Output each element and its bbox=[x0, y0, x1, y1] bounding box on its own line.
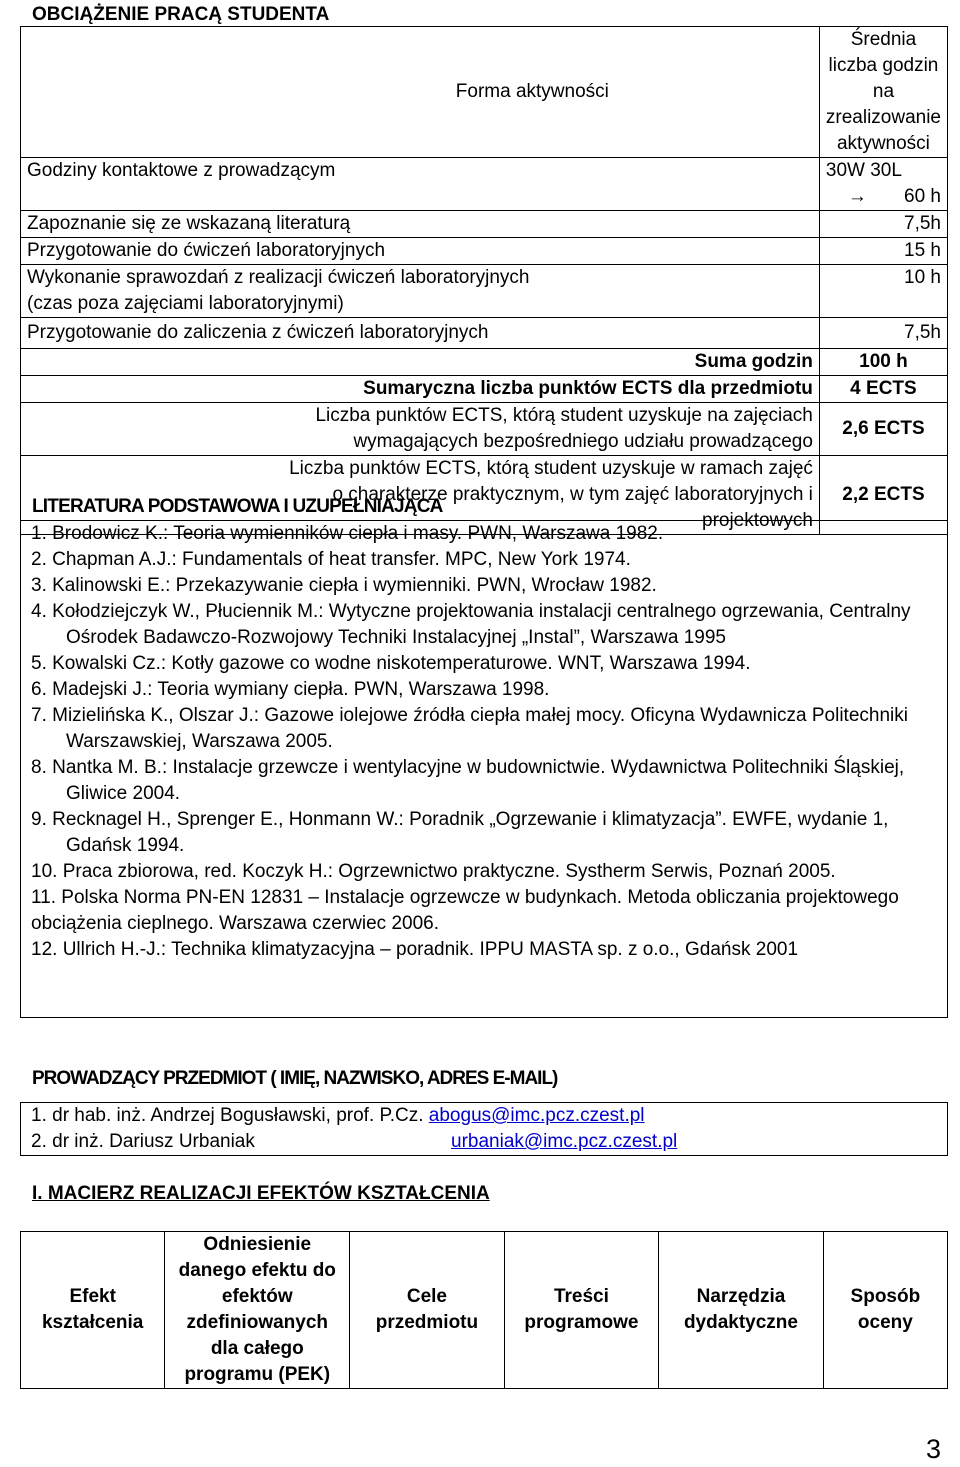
workload-row bbox=[21, 158, 948, 211]
workload-row-value bbox=[819, 158, 947, 211]
header-average-hours-line: aktywności bbox=[836, 133, 930, 154]
sum-label: Suma godzin bbox=[21, 349, 820, 376]
literature-item: 8. Nantka M. B.: Instalacje grzewcze i wentylacyjne w budownictwie. Wydawnictwa Politechniki Śląskiej, Gliwice 2004. bbox=[31, 757, 905, 804]
matrix-column-header: Treści programowe bbox=[504, 1232, 659, 1389]
workload-row bbox=[21, 211, 948, 238]
literature-heading: LITERATURA PODSTAWOWA I UZUPEŁNIAJĄCA bbox=[32, 496, 443, 517]
literature-box bbox=[20, 520, 948, 1018]
ects-practical-label-line: o charakterze praktycznym, w tym zajęć laboratoryjnych i bbox=[332, 484, 813, 505]
header-average-hours bbox=[819, 27, 947, 158]
workload-table bbox=[20, 26, 948, 535]
workload-row-label-line: Wykonanie sprawozdań z realizacji ćwiczeń laboratoryjnych bbox=[27, 267, 530, 288]
literature-item: 7. Mizielińska K., Olszar J.: Gazowe iolejowe źródła ciepła małej mocy. Oficyna Wydawnicza Politechniki Warszawskiej, Warszawa 2005. bbox=[31, 705, 908, 752]
matrix-column-header: Cele przedmiotu bbox=[350, 1232, 505, 1389]
header-average-hours-line: na zrealizowanie bbox=[825, 81, 942, 128]
header-average-hours-line: Średnia liczba godzin bbox=[828, 29, 939, 76]
workload-row-label: Przygotowanie do zaliczenia z ćwiczeń laboratoryjnych bbox=[21, 318, 820, 349]
matrix-column-header: Efekt kształcenia bbox=[21, 1232, 165, 1389]
literature-list bbox=[21, 521, 947, 963]
workload-row bbox=[21, 265, 948, 318]
ects-label: Sumaryczna liczba punktów ECTS dla przedmiotu bbox=[21, 376, 820, 403]
workload-row-value: 7,5h bbox=[819, 318, 947, 349]
matrix-table bbox=[20, 1231, 948, 1389]
literature-item: 5. Kowalski Cz.: Kotły gazowe co wodne niskotemperaturowe. WNT, Warszawa 1994. bbox=[31, 653, 751, 674]
instructor-email-link[interactable]: urbaniak@imc.pcz.czest.pl bbox=[451, 1131, 678, 1152]
ects-contact-row bbox=[21, 403, 948, 456]
literature-item: 4. Kołodziejczyk W., Płuciennik M.: Wytyczne projektowania instalacji centralnego ogrzewania, Centralny Ośrodek Badawczo-Rozwojowy Techniki Instalacyjnej „Instal”, Warszawa 1995 bbox=[31, 601, 911, 648]
ects-contact-label-line: Liczba punktów ECTS, którą student uzyskuje na zajęciach bbox=[315, 405, 813, 426]
ects-row bbox=[21, 376, 948, 403]
matrix-header-row bbox=[21, 1232, 948, 1389]
arrow-icon: → bbox=[847, 186, 867, 207]
sum-value: 100 h bbox=[819, 349, 947, 376]
instructor-name: 2. dr inż. Dariusz Urbaniak bbox=[31, 1131, 255, 1152]
literature-item: 6. Madejski J.: Teoria wymiany ciepła. PWN, Warszawa 1998. bbox=[31, 679, 550, 700]
workload-row bbox=[21, 318, 948, 349]
contact-hours-total: 60 h bbox=[904, 186, 941, 207]
literature-item: 9. Recknagel H., Sprenger E., Honmann W.: Poradnik „Ogrzewanie i klimatyzacja”. EWFE, wydanie 1, Gdańsk 1994. bbox=[31, 809, 889, 856]
instructor-item bbox=[31, 1129, 937, 1155]
ects-value: 4 ECTS bbox=[819, 376, 947, 403]
workload-row-label: Godziny kontaktowe z prowadzącym bbox=[21, 158, 820, 211]
literature-item: 12. Ullrich H.-J.: Technika klimatyzacyjna – poradnik. IPPU MASTA sp. z o.o., Gdańsk 2001 bbox=[31, 939, 799, 960]
matrix-heading: I. MACIERZ REALIZACJI EFEKTÓW KSZTAŁCENIA bbox=[32, 1183, 490, 1204]
ects-practical-label-line: Liczba punktów ECTS, którą student uzyskuje w ramach zajęć bbox=[289, 458, 813, 479]
workload-row bbox=[21, 238, 948, 265]
ects-contact-value: 2,6 ECTS bbox=[819, 403, 947, 456]
ects-practical-value: 2,2 ECTS bbox=[819, 456, 947, 535]
literature-item: 11. Polska Norma PN-EN 12831 – Instalacje ogrzewcze w budynkach. Metoda obliczania projektowego obciążenia cieplnego. Warszawa czerwiec 2006. bbox=[31, 887, 899, 934]
matrix-column-header: Narzędzia dydaktyczne bbox=[659, 1232, 824, 1389]
contact-hours-breakdown: 30W 30L bbox=[825, 160, 902, 181]
workload-header-row bbox=[21, 27, 948, 158]
matrix-column-header: Odniesienie danego efektu do efektów zdefiniowanych dla całego programu (PEK) bbox=[165, 1232, 350, 1389]
ects-contact-label bbox=[21, 403, 820, 456]
literature-item: 10. Praca zbiorowa, red. Koczyk H.: Ogrzewnictwo praktyczne. Systherm Serwis, Poznań 2005. bbox=[31, 861, 836, 882]
instructors-box bbox=[20, 1102, 948, 1156]
workload-row-value: 7,5h bbox=[819, 211, 947, 238]
ects-practical-label-line: projektowych bbox=[702, 510, 813, 531]
literature-item: 1. Brodowicz K.: Teoria wymienników ciepła i masy. PWN, Warszawa 1982. bbox=[31, 523, 664, 544]
header-activity-form: Forma aktywności bbox=[21, 27, 820, 158]
ects-contact-label-line: wymagających bezpośredniego udziału prowadzącego bbox=[353, 431, 813, 452]
matrix-column-header: Sposób oceny bbox=[823, 1232, 947, 1389]
workload-title: OBCIĄŻENIE PRACĄ STUDENTA bbox=[32, 4, 330, 25]
workload-row-label-line: (czas poza zajęciami laboratoryjnymi) bbox=[27, 293, 344, 314]
literature-item: 2. Chapman A.J.: Fundamentals of heat transfer. MPC, New York 1974. bbox=[31, 549, 631, 570]
page-number: 3 bbox=[926, 1434, 942, 1464]
workload-row-value: 10 h bbox=[819, 265, 947, 318]
instructor-email-link[interactable]: abogus@imc.pcz.czest.pl bbox=[428, 1105, 645, 1126]
workload-row-label: Zapoznanie się ze wskazaną literaturą bbox=[21, 211, 820, 238]
workload-row-label bbox=[21, 265, 820, 318]
sum-row bbox=[21, 349, 948, 376]
workload-row-value: 15 h bbox=[819, 238, 947, 265]
instructors-heading: PROWADZĄCY PRZEDMIOT ( IMIĘ, NAZWISKO, ADRES E-MAIL) bbox=[32, 1068, 558, 1089]
instructor-item bbox=[31, 1103, 937, 1129]
instructor-name: 1. dr hab. inż. Andrzej Bogusławski, prof. P.Cz. bbox=[31, 1105, 424, 1126]
workload-row-label: Przygotowanie do ćwiczeń laboratoryjnych bbox=[21, 238, 820, 265]
literature-item: 3. Kalinowski E.: Przekazywanie ciepła i wymienniki. PWN, Wrocław 1982. bbox=[31, 575, 657, 596]
